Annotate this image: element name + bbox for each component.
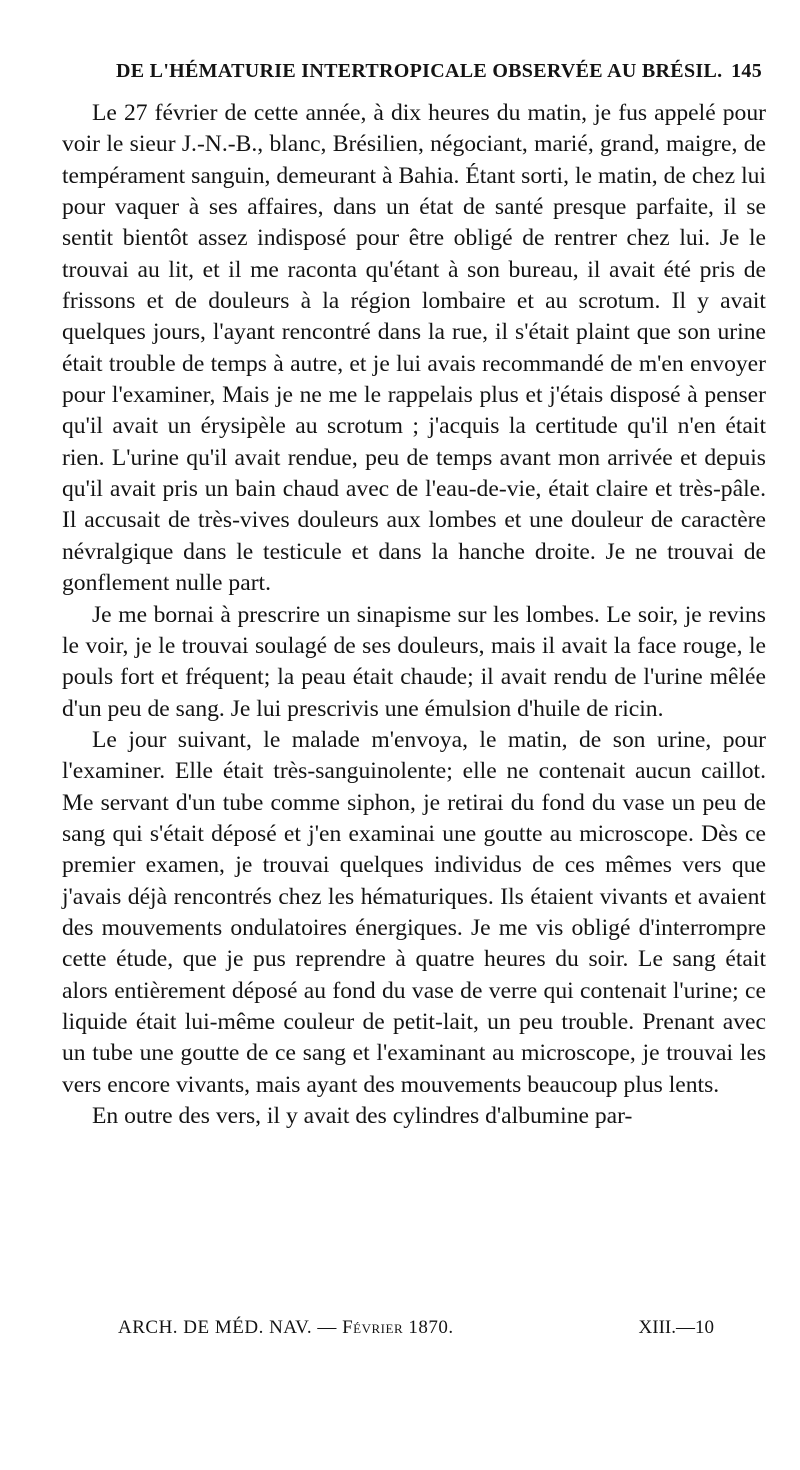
paragraph-1: Le 27 février de cette année, à dix heures du matin, je fus appelé pour voir le sieur J.-N.-B., blanc, Brésilien, négociant, marié, grand, maigre, de tempérament sanguin, demeurant à Bahia. Étant sorti, le matin, de chez lui pour vaquer à ses affaires, dans un état de santé presque parfaite, il se sentit bientôt assez indisposé pour être obligé de rentrer chez lui. Je le trouvai au lit, et il me raconta qu'étant à son bureau, il avait été pris de frissons et de douleurs à la région lombaire et au scrotum. Il y avait quelques jours, l'ayant rencontré dans la rue, il s'était plaint que son urine était trouble de temps à autre, et je lui avais recommandé de m'en envoyer pour l'examiner, Mais je ne me le rappelais plus et j'étais disposé à penser qu'il avait un érysipèle au scrotum ; j'acquis la certitude qu'il n'en était rien. L'urine qu'il avait rendue, peu de temps avant mon arrivée et depuis qu'il avait pris un bain chaud avec de l'eau-de-vie, était claire et très-pâle. Il accusait de très-vives douleurs aux lombes et une douleur de caractère névralgique dans le testicule et dans la hanche droite. Je ne trouvai de gonflement nulle part. xyxy=(62,100,766,597)
paragraph-3: Le jour suivant, le malade m'envoya, le matin, de son urine, pour l'examiner. Elle était très-sanguinolente; elle ne contenait aucun caillot. Me servant d'un tube comme siphon, je retirai du fond du vase un peu de sang qui s'était déposé et j'en examinai une goutte au microscope. Dès ce premier examen, je trouvai quelques individus de ces mêmes vers que j'avais déjà rencontrés chez les hématuriques. Ils étaient vivants et avaient des mouvements ondulatoires énergiques. Je me vis obligé d'interrompre cette étude, que je pus reprendre à quatre heures du soir. Le sang était alors entièrement déposé au fond du vase de verre qui contenait l'urine; ce liquide était lui-même couleur de petit-lait, un peu trouble. Prenant avec un tube une goutte de ce sang et l'examinant au microscope, je trouvai les vers encore vivants, mais ayant des mouvements beaucoup plus lents. xyxy=(62,726,766,1098)
running-head xyxy=(116,60,762,83)
signature-mark: XIII.—10 xyxy=(638,1317,714,1338)
body-text xyxy=(62,98,766,1132)
page-number: 145 xyxy=(731,60,762,82)
paragraph-4: En outre des vers, il y avait des cylindres d'albumine par- xyxy=(92,1103,633,1129)
journal-reference: ARCH. DE MÉD. NAV. — Février 1870. xyxy=(118,1317,454,1338)
page-footer xyxy=(118,1317,714,1339)
running-title: DE L'HÉMATURIE INTERTROPICALE OBSERVÉE AU BRÉSIL. xyxy=(116,60,723,82)
paragraph-2: Je me bornai à prescrire un sinapisme sur les lombes. Le soir, je revins le voir, je le trouvai soulagé de ses douleurs, mais il avait la face rouge, le pouls fort et fréquent; la peau était chaude; il avait rendu de l'urine mêlée d'un peu de sang. Je lui prescrivis une émulsion d'huile de ricin. xyxy=(62,601,766,722)
